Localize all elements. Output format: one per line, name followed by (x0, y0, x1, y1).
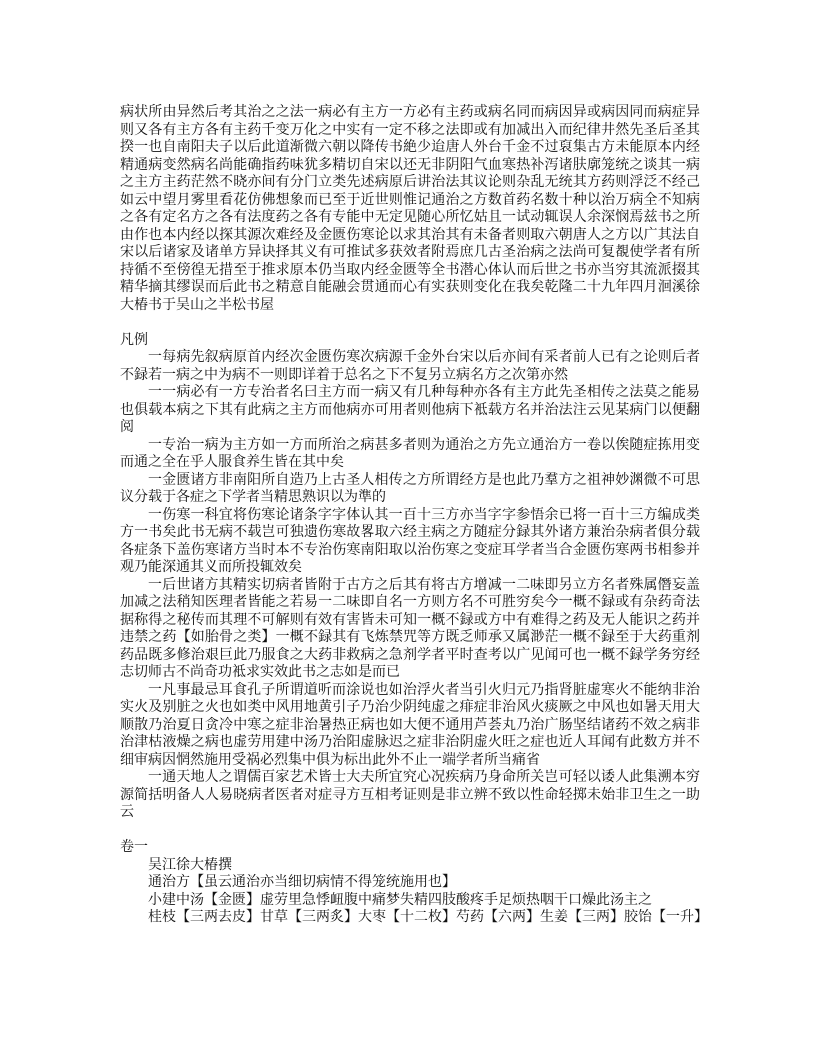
fanli-line: 一专治一病为主方如一方而所治之病甚多者则为通治之方先立通治方一卷以俟随症拣用变 (148, 436, 700, 453)
fanli-line: 治津枯液燥之病也虚劳用建中汤乃治阳虚脉迟之症非治阴虚火旺之症也近人耳闻有此数方并不 (120, 734, 700, 750)
preface-line: 之各有定名方之各有法度药之各有专能中无定见随心所忆姑且一试动辄误人余深悯焉兹书之所 (120, 209, 700, 225)
fanli-item (120, 437, 700, 472)
preface-line: 精华摘其缪误而后此书之精意自能融会贯通而心有实获则变化在我矣乾隆二十九年四月洄溪徐 (120, 279, 700, 295)
fanli-item (120, 577, 700, 682)
spacer (120, 314, 700, 332)
fanli-line: 议分载于各症之下学者当精思熟识以为準的 (120, 489, 386, 505)
juan-heading: 卷一 (120, 839, 148, 855)
fanli-line: 观乃能深通其义而所投辄效矣 (120, 559, 302, 575)
fanli-line: 一后世诸方其精实切病者皆附于古方之后其有将古方增减一二味即另立方名者殊属僭妄盖 (148, 576, 700, 593)
fanli-item (120, 472, 700, 507)
fanli-line: 一伤寒一科宜将伤寒论诸条字字体认其一百十三方亦当字字参悟余已将一百十三方编成类 (148, 506, 700, 523)
fanli-line: 一一病必有一方专治者名曰主方而一病又有几种每种亦各有主方此先圣相传之法莫之能易 (148, 384, 700, 400)
fanli-item (120, 349, 700, 384)
preface-line: 大椿书于吴山之半松书屋 (120, 296, 274, 313)
fanli-line: 志切师古不尚奇功袛求实效此书之志如是而已 (120, 664, 400, 680)
fanli-line: 一每病先叙病原首内经次金匮伤寒次病源千金外台宋以后亦间有采者前人已有之论则后者 (148, 349, 700, 365)
spacer (120, 822, 700, 840)
fanli-line: 顺散乃治夏日贪冷中寒之症非治暑热正病也如大便不通用芦荟丸乃治广肠坚结诸药不效之病非 (120, 716, 700, 733)
fanli-line: 加减之法稍知医理者皆能之若易一二味即自名一方则方名不可胜穷矣今一概不録或有杂药奇法 (120, 594, 700, 610)
fanli-line: 药品既多修治艰巨此乃服食之大药非救病之急剂学者平时查考以广见闻可也一概不録学务穷经 (120, 646, 700, 663)
preface-line: 精通病变然病名尚能确指药味犹多精切自宋以还无非阴阳气血寒热补泻诸肤廓笼统之谈其一病 (120, 156, 700, 173)
fanli-line: 违禁之药【如胎骨之类】一概不録其有飞炼禁咒等方既乏师承又属渺茫一概不録至于大药重剂 (120, 629, 700, 645)
juan-line: 桂枝【三两去皮】甘草【三两炙】大枣【十二枚】芍药【六两】生姜【三两】胶饴【一升】 (148, 909, 708, 925)
fanli-line: 各症条下盖伤寒诸方当时本不专治伤寒南阳取以治伤寒之变症耳学者当合金匮伤寒两书相参并 (120, 541, 700, 558)
fanli-item (120, 769, 700, 822)
fanli-line: 据称得之秘传而其理不可解则有效有害皆未可知一概不録或方中有难得之药及无人能识之药并 (120, 611, 700, 628)
fanli-heading: 凡例 (120, 331, 148, 348)
fanli-line: 方一书矣此书无病不载岂可独遗伤寒故畧取六经主病之方随症分録其外诸方兼治杂病者俱分载 (120, 524, 700, 540)
fanli-item (120, 507, 700, 577)
fanli-item (120, 682, 700, 770)
fanli-line: 一凡事最忌耳食孔子所谓道听而涂说也如治浮火者当引火归元乃指肾脏虚寒火不能纳非治 (148, 681, 700, 698)
juan-line: 吴江徐大椿撰 (148, 856, 232, 873)
document-page (120, 104, 708, 927)
fanli-section (120, 349, 700, 822)
fanli-line: 不録若一病之中为病不一则即详着于总名之下不复另立病名方之次第亦然 (120, 366, 568, 383)
preface-line: 由作也本内经以探其源次难经及金匮伤寒论以求其治其有未备者则取六朝唐人之方以广其法自 (120, 226, 700, 243)
preface-line: 揆一也自南阳夫子以后此道渐微六朝以降传书絶少迨唐人外台千金不过裒集古方未能原本内经 (120, 139, 700, 155)
preface-line: 则又各有主方各有主药千变万化之中实有一定不移之法即或有加减出入而纪律井然先圣后圣其 (120, 121, 700, 138)
fanli-line: 实火及别脏之火也如类中风用地黄引子乃治少阴纯虚之痱症非治风火痰厥之中风也如暑天用大 (120, 699, 700, 715)
juan-line: 通治方【虽云通治亦当细切病情不得笼统施用也】 (148, 874, 456, 890)
fanli-item (120, 384, 700, 437)
preface-line: 之主方主药茫然不晓亦间有分门立类先述病原后讲治法其议论则杂乱无统其方药则浮泛不经己 (120, 174, 700, 190)
preface-line: 如云中望月雾里看花仿佛想象而已至于近世则惟记通治之方数首药名数十种以治万病全不知病 (120, 191, 700, 208)
preface-line: 宋以后诸家及诸单方异诀择其义有可推试多获效者附焉庶几古圣治病之法尚可复覩使学者有所 (120, 244, 700, 260)
preface-line: 病状所由异然后考其治之之法一病必有主方一方必有主药或病名同而病因异或病因同而病症异 (120, 104, 700, 120)
preface-line: 持循不至傍徨无措至于推求原本仍当取内经金匮等全书潜心体认而后世之书亦当穷其流派掇其 (120, 261, 700, 278)
fanli-line: 源简括明备人人易晓病者医者对症寻方互相考证则是非立辨不致以性命轻掷未始非卫生之一助 (120, 786, 700, 803)
fanli-line: 一金匮诸方非南阳所自造乃上古圣人相传之方所谓经方是也此乃羣方之祖神妙渊微不可思 (148, 471, 700, 488)
juan-line: 小建中汤【金匮】虚劳里急悸衄腹中痛梦失精四肢酸疼手足烦热咽干口燥此汤主之 (148, 891, 652, 908)
fanli-line: 细审病因惘然施用受祸必烈集中俱为标出此外不止一端学者所当痛省 (120, 751, 540, 768)
fanli-line: 一通天地人之谓儒百家艺术皆士大夫所宜究心况疾病乃身命所关岂可轻以诿人此集溯本穷 (148, 769, 700, 785)
fanli-line: 云 (120, 804, 134, 820)
preface (120, 104, 700, 314)
juan-section (120, 856, 708, 927)
fanli-line: 也俱载本病之下其有此病之主方而他病亦可用者则他病下袛载方名并治法注云见某病门以便翻 (120, 401, 700, 418)
fanli-line: 阅 (120, 419, 134, 435)
fanli-line: 而通之全在乎人服食养生皆在其中矣 (120, 454, 344, 470)
